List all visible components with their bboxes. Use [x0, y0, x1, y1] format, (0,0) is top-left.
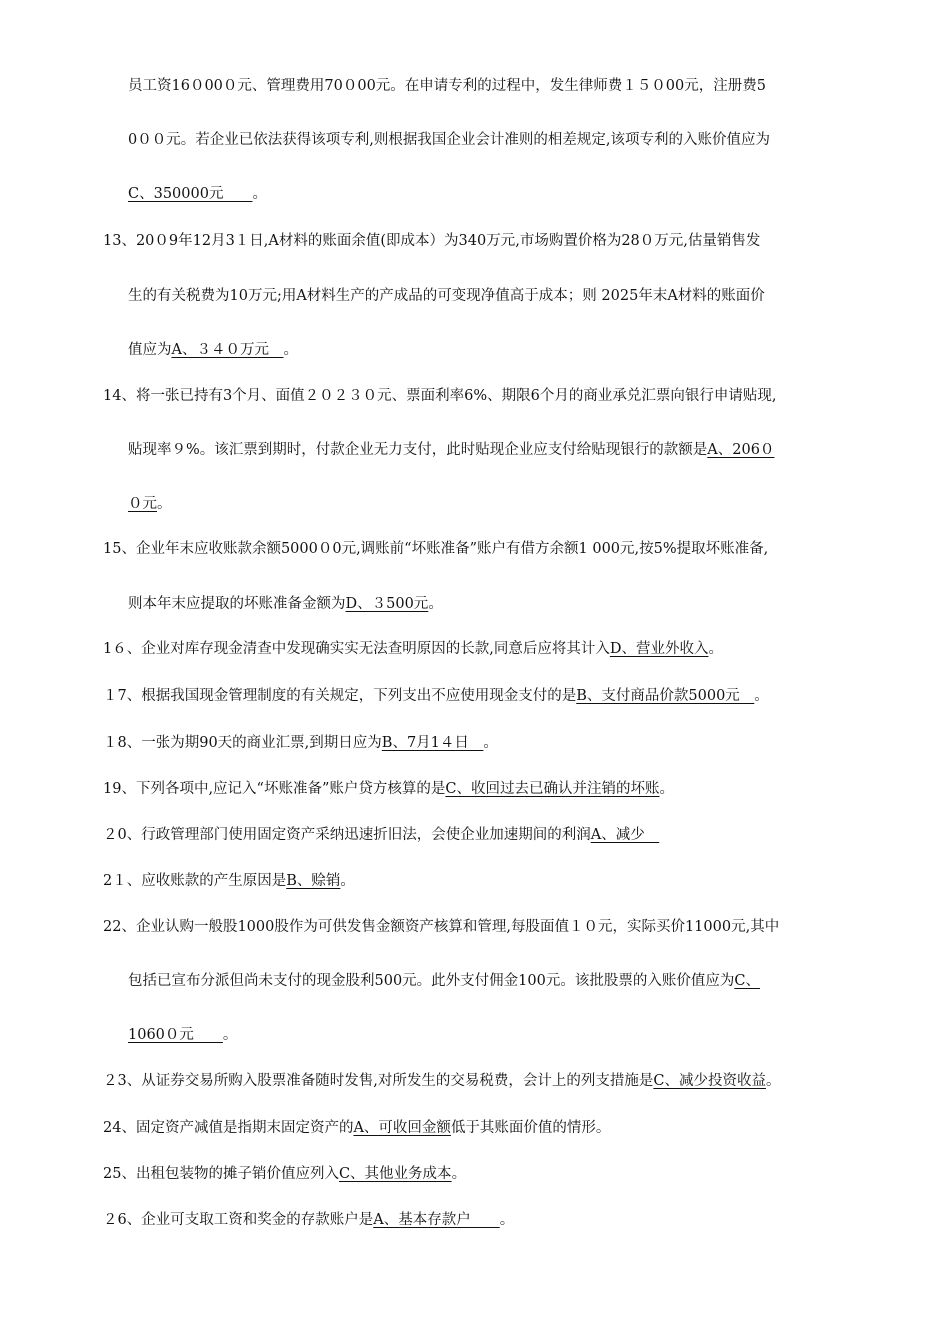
answer-text: A、基本存款户	[373, 1212, 500, 1228]
question-26	[103, 1210, 514, 1230]
line-text: 。	[283, 342, 298, 358]
text-line	[128, 971, 760, 991]
answer-text: A、206０	[707, 442, 775, 458]
line-text: 贴现率９%。该汇票到期时，付款企业无力支付，此时贴现企业应支付给贴现银行的款额是	[128, 442, 708, 458]
line-text: 值应为	[128, 342, 172, 358]
line-text: 。	[483, 735, 498, 751]
question-13	[103, 231, 760, 251]
question-24	[103, 1118, 610, 1138]
line-text: ２0、行政管理部门使用固定资产采纳迅速折旧法，会使企业加速期间的利润	[103, 827, 591, 843]
answer-text: ０元	[128, 496, 157, 512]
answer-text: 1060０元	[128, 1027, 223, 1043]
text-line	[128, 340, 298, 360]
answer-text: A、减少	[590, 827, 660, 843]
line-text: ２6、企业可支取工资和奖金的存款账户是	[103, 1212, 374, 1228]
line-text: １8、一张为期90天的商业汇票,到期日应为	[103, 735, 382, 751]
question-17	[103, 686, 769, 706]
answer-text: C、减少投资收益	[653, 1073, 766, 1089]
line-text: 2１、应收账款的产生原因是	[103, 873, 287, 889]
line-text: 24、固定资产减值是指期末固定资产的	[103, 1120, 354, 1136]
answer-text: A、３４０万元	[171, 342, 284, 358]
line-text: 25、出租包装物的摊子销价值应列入	[103, 1166, 339, 1182]
line-text: 低于其账面价值的情形。	[450, 1120, 611, 1136]
line-text: 。	[222, 1027, 238, 1043]
line-text: 。	[765, 1073, 781, 1089]
line-text: 19、下列各项中,应记入“坏账准备”账户贷方核算的是	[103, 781, 446, 797]
question-18	[103, 733, 498, 753]
question-23	[103, 1071, 780, 1091]
answer-text: A、可收回金额	[353, 1120, 451, 1136]
line-text: 。	[157, 496, 172, 512]
answer-text: C、其他业务成本	[338, 1166, 452, 1182]
answer-text: D、３500元	[345, 596, 429, 612]
line-text: 生的有关税费为10万元;用A材料生产的产成品的可变现净值高于成本；则 2025年末A材料的账面价	[128, 288, 765, 304]
answer-text: C、收回过去已确认并注销的坏账	[445, 781, 660, 797]
answer-text: B、支付商品价款5000元	[576, 688, 755, 704]
line-text: ２3、从证券交易所购入股票准备随时发售,对所发生的交易税费，会计上的列支措施是	[103, 1073, 654, 1089]
line-text: 员工资16０00０元、管理费用70０00元。在申请专利的过程中，发生律师费１５０00元，注册费5	[128, 78, 766, 94]
line-text: 。	[451, 1166, 467, 1182]
line-text: 0００元。若企业已依法获得该项专利,则根据我国企业会计准则的相差规定,该项专利的入账价值应为	[128, 132, 770, 148]
text-line	[128, 286, 765, 306]
text-line	[128, 1025, 237, 1045]
line-text: 。	[428, 596, 443, 612]
line-text: 13、20０9年12月3１日,A材料的账面余值(即成本）为340万元,市场购置价格为28０万元,估量销售发	[103, 233, 761, 249]
question-25	[103, 1164, 466, 1184]
line-text: 15、企业年末应收账款余额5000０0元,调账前“坏账准备”账户有借方余额1 000元,按5%提取坏账准备,	[103, 541, 769, 557]
question-16	[103, 639, 723, 659]
question-22	[103, 917, 779, 937]
question-15	[103, 539, 768, 559]
line-text: 。	[252, 186, 267, 202]
line-text: 。	[708, 641, 723, 657]
line-text: 1６、企业对库存现金清查中发现确实实无法查明原因的长款,同意后应将其计入	[103, 641, 610, 657]
line-text: 。	[659, 781, 674, 797]
answer-text: C、	[734, 973, 760, 989]
line-text: １7、根据我国现金管理制度的有关规定，下列支出不应使用现金支付的是	[103, 688, 577, 704]
answer-text: B、赊销	[286, 873, 341, 889]
line-text: 22、企业认购一般股1000股作为可供发售金额资产核算和管理,每股面值１０元，实际买价11000元,其中	[103, 919, 780, 935]
text-line	[128, 440, 774, 460]
text-line	[128, 594, 443, 614]
question-21	[103, 871, 355, 891]
text-line	[128, 130, 770, 150]
answer-text: C、350000元	[128, 186, 253, 202]
line-text: 14、将一张已持有3个月、面值２０２３０元、票面利率6%、期限6个月的商业承兑汇票向银行申请贴现,	[103, 388, 777, 404]
question-19	[103, 779, 674, 799]
question-14	[103, 386, 777, 406]
line-text: 则本年末应提取的坏账准备金额为	[128, 596, 346, 612]
answer-text: B、7月1４日	[381, 735, 484, 751]
text-line	[128, 184, 267, 204]
line-text: 包括已宣布分派但尚未支付的现金股利500元。此外支付佣金100元。该批股票的入账价值应为	[128, 973, 735, 989]
line-text: 。	[754, 688, 769, 704]
answer-text: D、营业外收入	[609, 641, 709, 657]
text-line	[128, 494, 172, 514]
question-20	[103, 825, 659, 845]
text-line	[128, 76, 766, 96]
line-text: 。	[499, 1212, 515, 1228]
line-text: 。	[340, 873, 355, 889]
